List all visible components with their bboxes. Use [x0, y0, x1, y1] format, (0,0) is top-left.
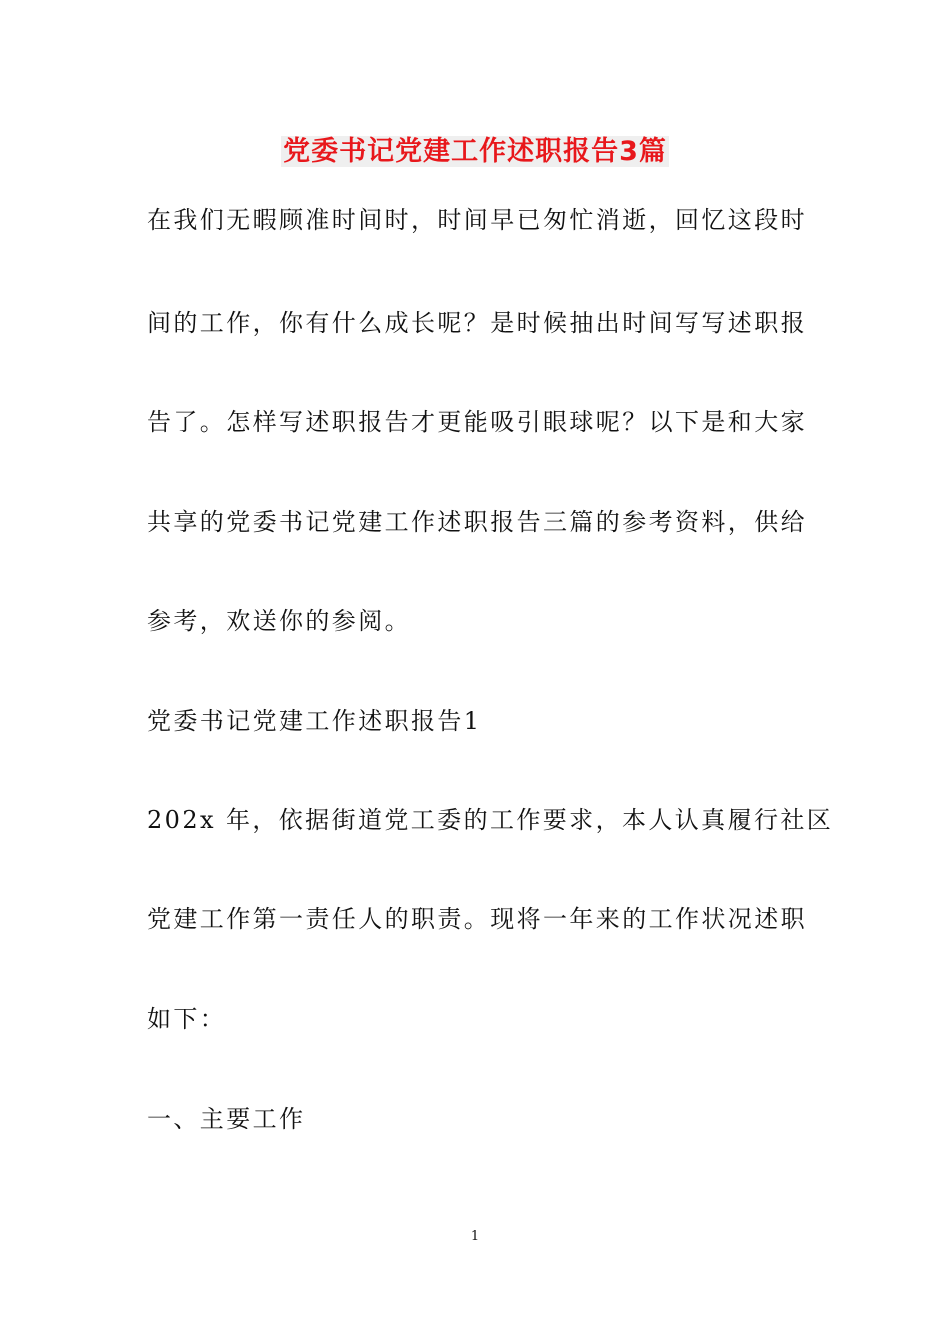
- paragraph-line: 党建工作第一责任人的职责。现将一年来的工作状况述职: [147, 905, 807, 933]
- paragraph-line: 共享的党委书记党建工作述职报告三篇的参考资料，供给: [147, 508, 807, 536]
- paragraph-line: 如下：: [147, 1005, 227, 1033]
- paragraph-line: 参考，欢送你的参阅。: [147, 607, 411, 635]
- section-heading: 党委书记党建工作述职报告1: [147, 707, 482, 735]
- paragraph-line: 在我们无暇顾准时间时，时间早已匆忙消逝，回忆这段时: [147, 206, 807, 234]
- page-number: 1: [470, 1229, 480, 1244]
- paragraph-line: 202x 年，依据街道党工委的工作要求，本人认真履行社区: [147, 806, 834, 834]
- document-title-text: 党委书记党建工作述职报告3篇: [283, 136, 667, 167]
- paragraph-line: 间的工作，你有什么成长呢？是时候抽出时间写写述职报: [147, 309, 807, 337]
- document-title: [0, 133, 950, 171]
- paragraph-line: 告了。怎样写述职报告才更能吸引眼球呢？以下是和大家: [147, 408, 807, 436]
- subsection-heading: 一、主要工作: [147, 1105, 306, 1133]
